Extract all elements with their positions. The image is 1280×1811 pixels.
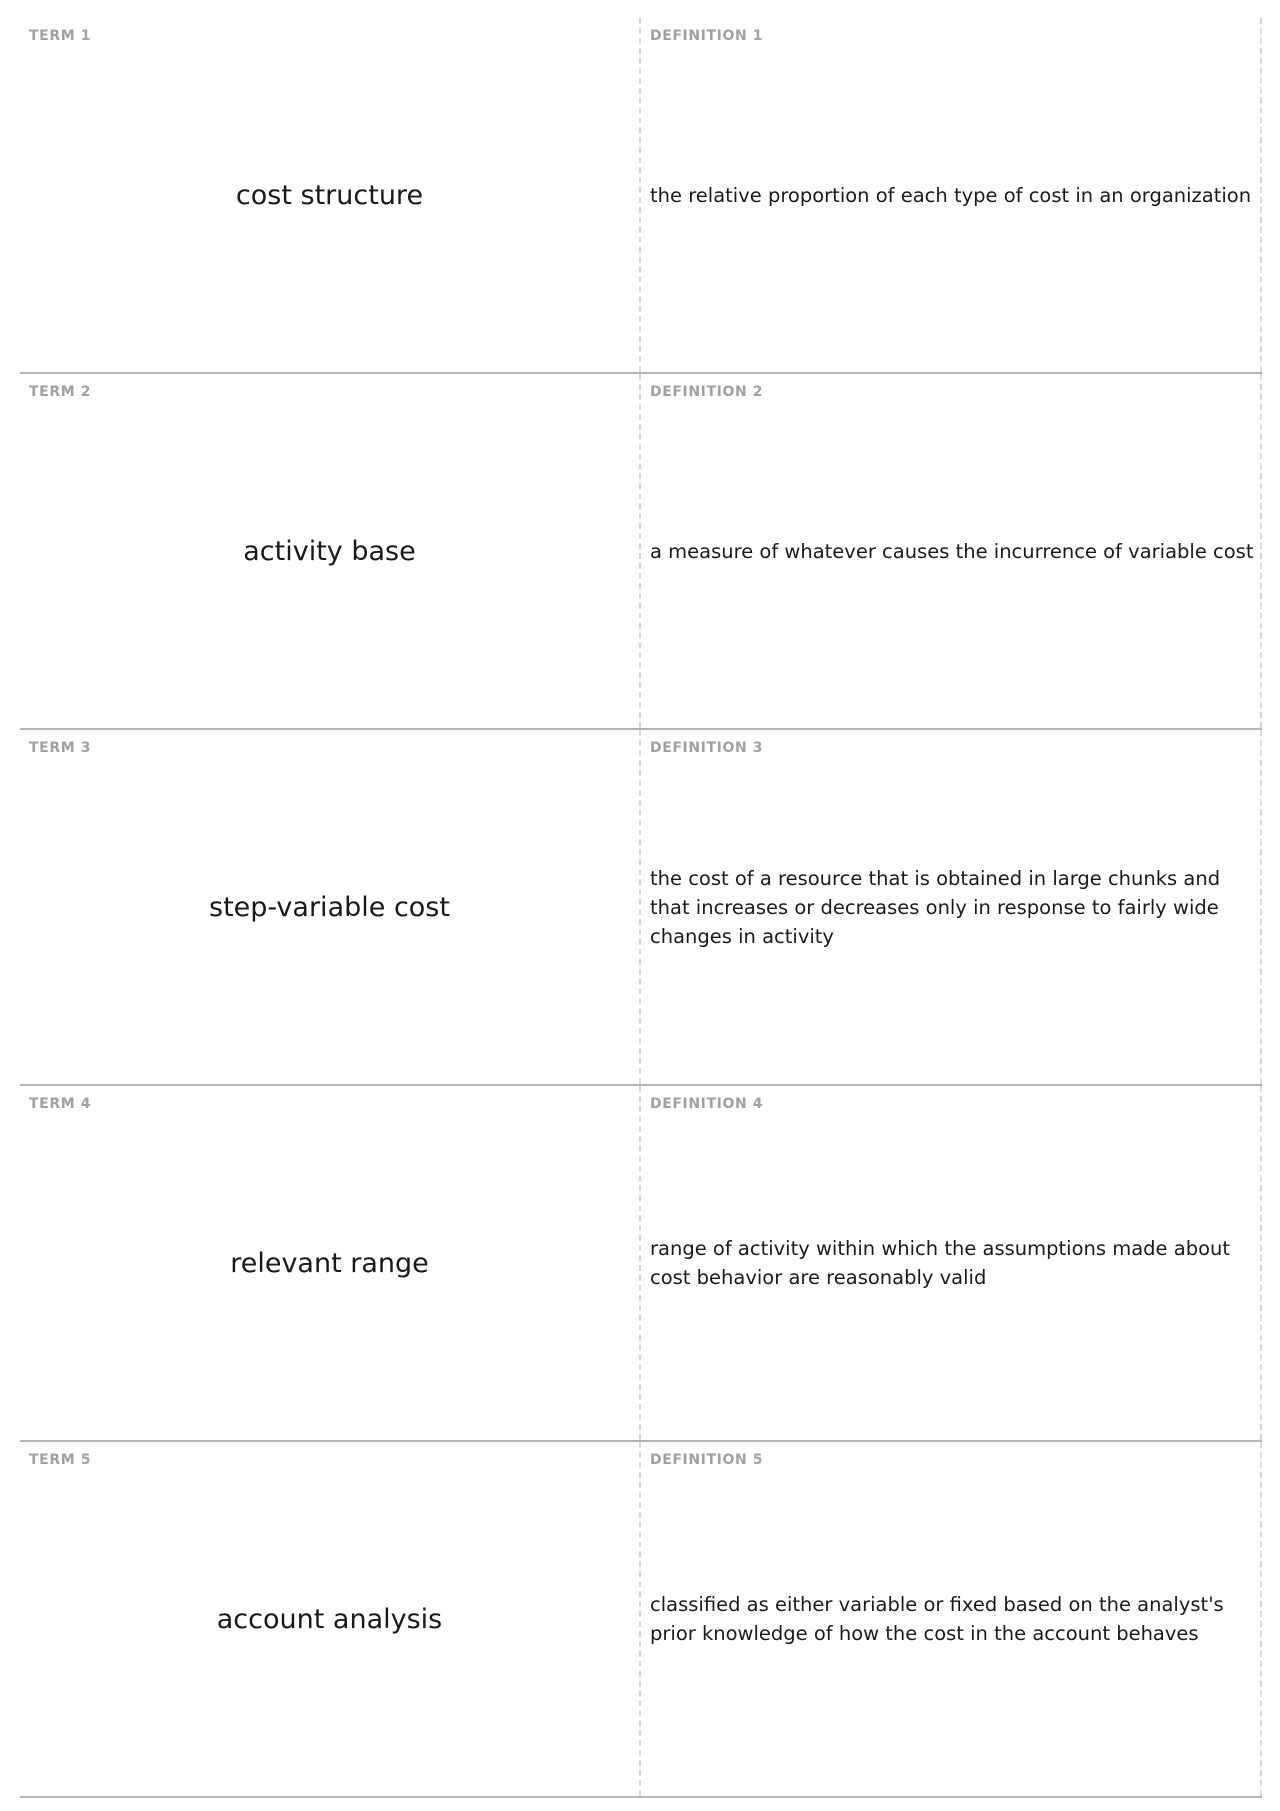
definition-text [650, 374, 1254, 728]
definition-label: DEFINITION 2 [650, 384, 764, 400]
term-text: relevant range [230, 1247, 429, 1279]
definition-cell [641, 1442, 1262, 1796]
flashcard-sheet [20, 18, 1262, 1798]
definition-text [650, 1086, 1254, 1440]
definition-text [650, 18, 1254, 372]
definition-body: the relative proportion of each type of cost in an organization [650, 183, 1252, 207]
definition-body: a measure of whatever causes the incurrence of variable cost [650, 539, 1254, 563]
term-text: account analysis [216, 1603, 443, 1635]
term-label: TERM 4 [29, 1096, 92, 1112]
definition-label: DEFINITION 1 [650, 28, 764, 44]
term-text: activity base [243, 535, 416, 567]
term-cell [20, 374, 641, 728]
definition-cell [641, 730, 1262, 1084]
term-label: TERM 2 [29, 384, 92, 400]
flashcard-row [20, 730, 1262, 1086]
term-cell [20, 18, 641, 372]
definition-label: DEFINITION 5 [650, 1452, 764, 1468]
term-label: TERM 1 [29, 28, 92, 44]
term-cell [20, 1086, 641, 1440]
flashcard-row [20, 18, 1262, 374]
definition-label: DEFINITION 4 [650, 1096, 764, 1112]
definition-label: DEFINITION 3 [650, 740, 764, 756]
term-label: TERM 5 [29, 1452, 92, 1468]
definition-cell [641, 1086, 1262, 1440]
flashcard-row [20, 1086, 1262, 1442]
definition-body: range of activity within which the assumptions made about cost behavior are reasonably valid [650, 1237, 1231, 1289]
definition-text [650, 730, 1254, 1084]
term-cell [20, 730, 641, 1084]
definition-cell [641, 18, 1262, 372]
term-text: step-variable cost [209, 891, 450, 923]
term-label: TERM 3 [29, 740, 92, 756]
term-text: cost structure [235, 179, 424, 211]
flashcard-row [20, 374, 1262, 730]
term-cell [20, 1442, 641, 1796]
definition-cell [641, 374, 1262, 728]
definition-body: classified as either variable or fixed based on the analyst's prior knowledge of how the cost in the account behaves [650, 1593, 1224, 1645]
definition-body: the cost of a resource that is obtained in large chunks and that increases or decreases only in response to fairly wide changes in activity [650, 866, 1221, 948]
definition-text [650, 1442, 1254, 1796]
flashcard-row [20, 1442, 1262, 1798]
